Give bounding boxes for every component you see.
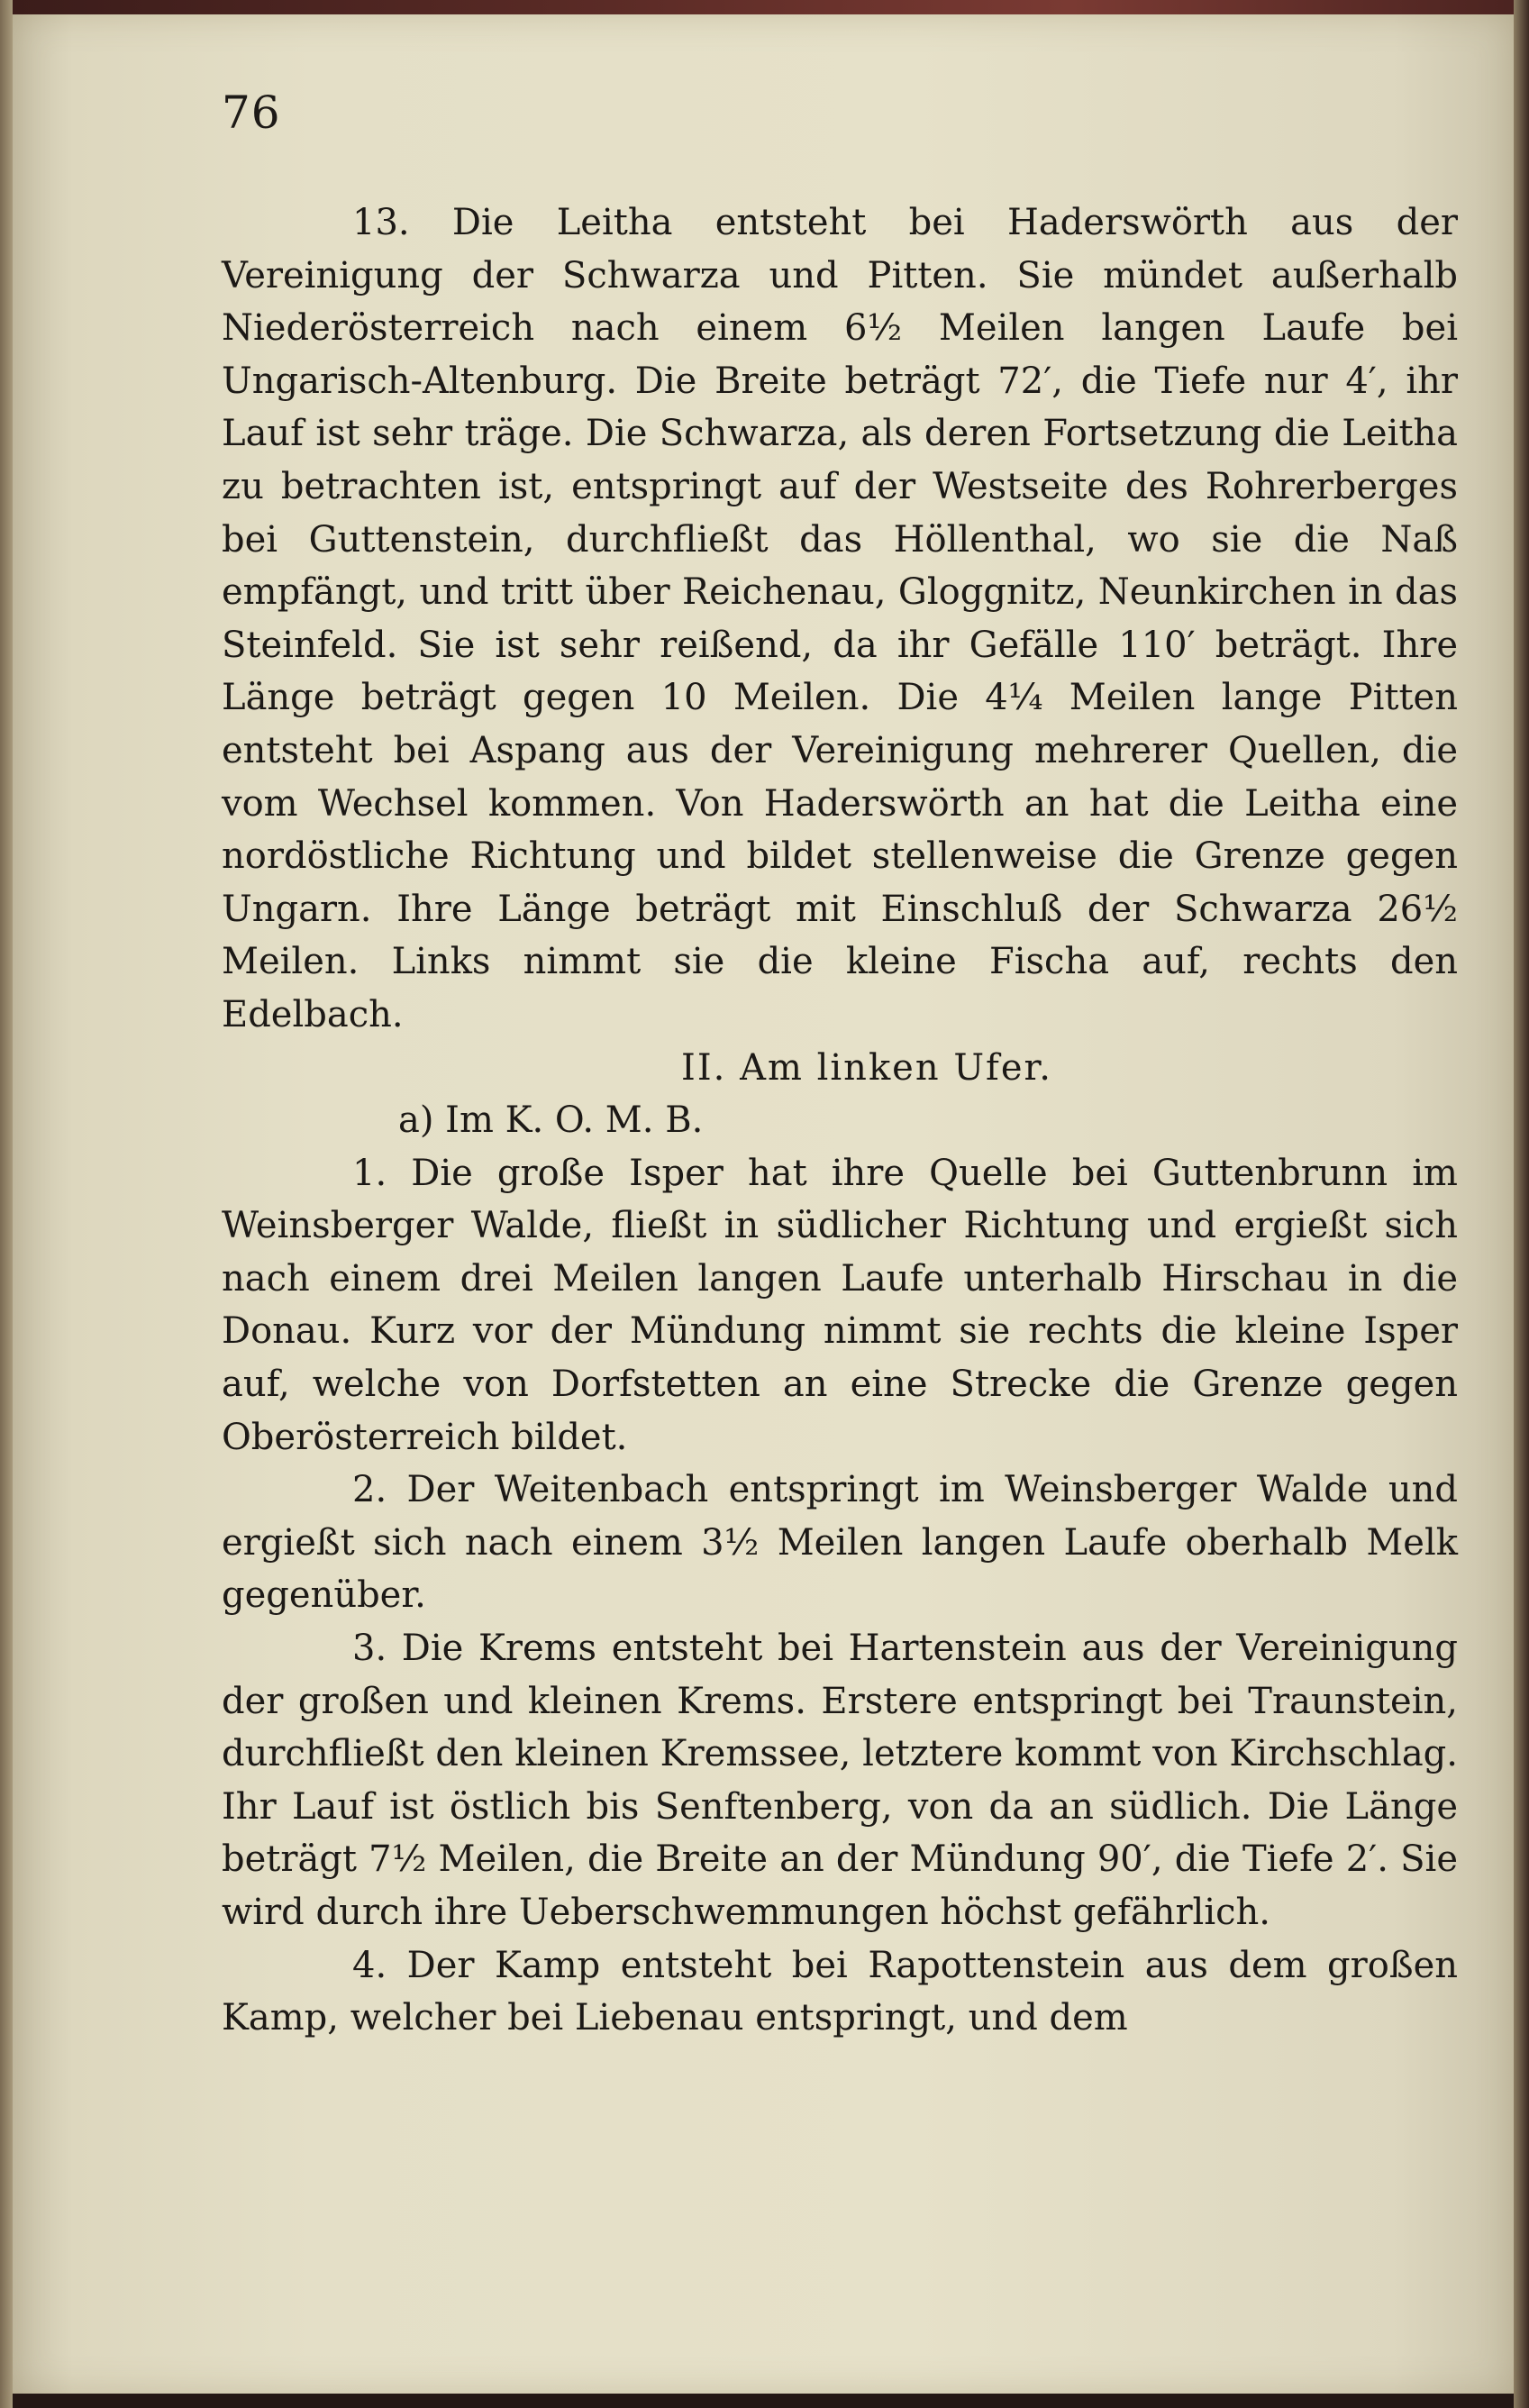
paragraph-kamp: 4. Der Kamp entsteht bei Rapottenstein aus dem großen Kamp, welcher bei Liebenau entspringt, und dem	[222, 1944, 1458, 2039]
book-top-edge	[0, 0, 1529, 14]
paragraph-krems: 3. Die Krems entsteht bei Hartenstein aus der Vereinigung der großen und kleinen Krems. Erstere entspringt bei Traunstein, durchfließt den kleinen Kremssee, letztere kommt von Kirchschlag. Ihr Lauf ist östlich bis Senftenberg, von da an südlich. Die Länge beträgt 7½ Meilen, die Breite an der Mündung 90′, die Tiefe 2′. Sie wird durch ihre Ueberschwemmungen höchst gefährlich.	[222, 1628, 1458, 1933]
book-left-edge	[0, 0, 13, 2408]
page-number: 76	[222, 87, 281, 139]
section-heading: II. Am linken Ufer.	[681, 1046, 1052, 1089]
book-right-edge	[1514, 0, 1529, 2408]
paragraph-leitha: 13. Die Leitha entsteht bei Haderswörth aus der Vereinigung der Schwarza und Pitten. Sie mündet außerhalb Niederösterreich nach einem 6½ Meilen langen Laufe bei Ungarisch-Altenburg. Die Breite beträgt 72′, die Tiefe nur 4′, ihr Lauf ist sehr träge. Die Schwarza, als deren Fortsetzung die Leitha zu betrachten ist, entspringt auf der Westseite des Rohrerberges bei Guttenstein, durchfließt das Höllenthal, wo sie die Naß empfängt, und tritt über Reichenau, Gloggnitz, Neunkirchen in das Steinfeld. Sie ist sehr reißend, da ihr Gefälle 110′ beträgt. Ihre Länge beträgt gegen 10 Meilen. Die 4¼ Meilen lange Pitten entsteht bei Aspang aus der Vereinigung mehrerer Quellen, die vom Wechsel kommen. Von Haderswörth an hat die Leitha eine nordöstliche Richtung und bildet stellenweise die Grenze gegen Ungarn. Ihre Länge beträgt mit Einschluß der Schwarza 26½ Meilen. Links nimmt sie die kleine Fischa auf, rechts den Edelbach.	[222, 202, 1458, 1035]
subsection-heading: a) Im K. O. M. B.	[398, 1099, 704, 1142]
paragraph-weitenbach: 2. Der Weitenbach entspringt im Weinsberger Walde und ergießt sich nach einem 3½ Meilen langen Laufe oberhalb Melk gegenüber.	[222, 1469, 1458, 1617]
page-text	[222, 196, 1458, 2045]
paragraph-isper: 1. Die große Isper hat ihre Quelle bei Guttenbrunn im Weinsberger Walde, fließt in südlicher Richtung und ergießt sich nach einem drei Meilen langen Laufe unterhalb Hirschau in die Donau. Kurz vor der Mündung nimmt sie rechts die kleine Isper auf, welche von Dorfstetten an eine Strecke die Grenze gegen Oberösterreich bildet.	[222, 1152, 1458, 1458]
